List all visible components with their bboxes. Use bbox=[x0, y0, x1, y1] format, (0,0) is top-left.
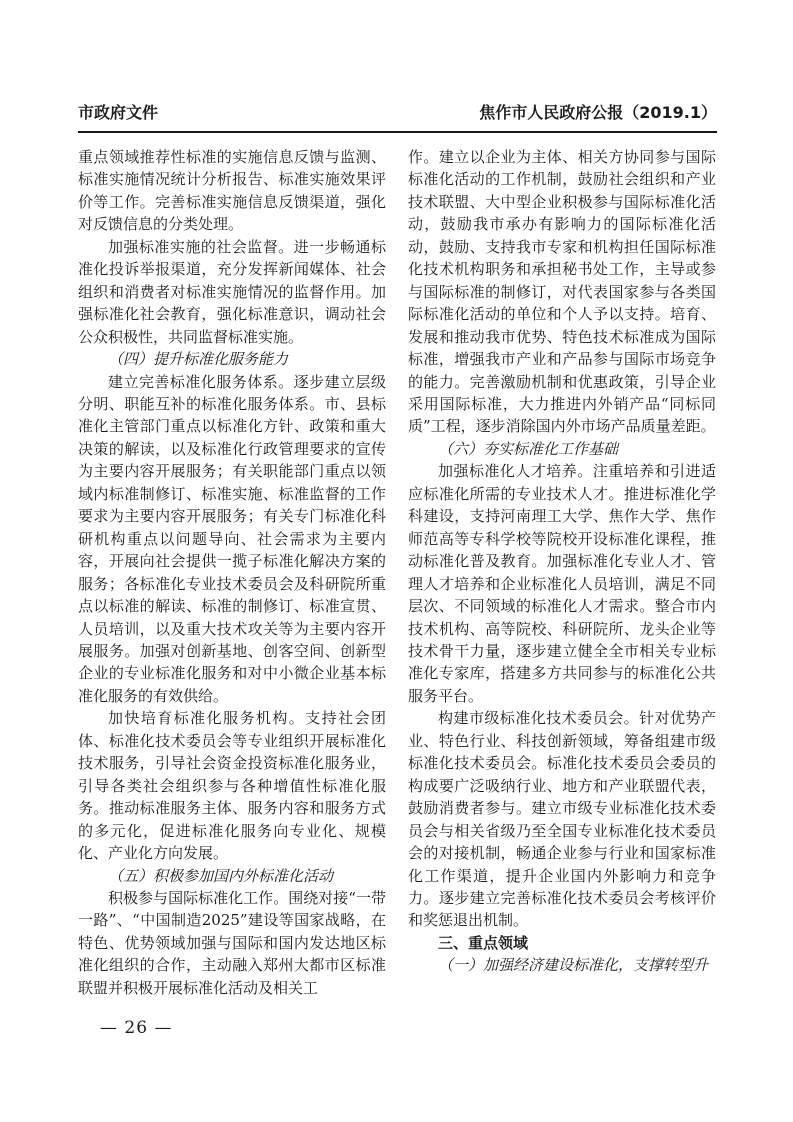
paragraph: 积极参与国际标准化工作。围绕对接“一带一路”、“中国制造2025”建设等国家战略，在特色、优势领域加强与国际和国内发达地区标准化组织的合作，主动融入郑州大都市区标准联盟并积极开展标准化活动及相关工 bbox=[78, 888, 386, 997]
section-heading-1: （一）加强经济建设标准化，支撑转型升 bbox=[438, 956, 709, 975]
page-header bbox=[78, 103, 717, 133]
paragraph-continuation: 作。建立以企业为主体、相关方协同参与国际标准化活动的工作机制，鼓励社会组织和产业技术联盟、大中型企业积极参与国际标准化活动，鼓励我市承办有影响力的国际标准化活动，鼓励、支持我市专家和机构担任国际标准化技术机构职务和承担秘书处工作，主导或参与国际标准的制修订，对代表国家参与各类国际标准化活动的单位和个人予以支持。培育、发展和推动我市优势、特色技术标准成为国际标准，增强我市产业和产品参与国际市场竞争的能力。完善激励机制和优惠政策，引导企业采用国际标准，大力推进内外销产品“同标同质”工程，逐步消除国内外市场产品质量差距。 bbox=[408, 148, 716, 436]
two-column-body bbox=[78, 146, 717, 999]
header-right-title: 焦作市人民政府公报（2019.1） bbox=[479, 103, 717, 122]
paragraph: 构建市级标准化技术委员会。针对优势产业、特色行业、科技创新领域，筹备组建市级标准化技术委员会。标准化技术委员会委员的构成要广泛吸纳行业、地方和产业联盟代表，鼓励消费者参与。建立市级专业标准化技术委员会与相关省级乃至全国专业标准化技术委员会的对接机制，畅通企业参与行业和国家标准化工作渠道，提升企业国内外影响力和竞争力。逐步建立完善标准化技术委员会考核评价和奖惩退出机制。 bbox=[408, 709, 716, 930]
paragraph: 加快培育标准化服务机构。支持社会团体、标准化技术委员会等专业组织开展标准化技术服务，引导社会资金投资标准化服务业，引导各类社会组织参与各种增值性标准化服务。推动标准服务主体、服务内容和服务方式的多元化，促进标准化服务向专业化、规模化、产业化方向发展。 bbox=[78, 709, 386, 863]
section-heading-5: （五）积极参加国内外标准化活动 bbox=[108, 866, 334, 885]
page-number: — 26 — bbox=[100, 1018, 173, 1038]
section-heading-6: （六）夯实标准化工作基础 bbox=[438, 439, 619, 458]
paragraph: 加强标准实施的社会监督。进一步畅通标准化投诉举报渠道，充分发挥新闻媒体、社会组织和消费者对标准实施情况的监督作用。加强标准化社会教育，强化标准意识，调动社会公众积极性，共同监督标准实施。 bbox=[78, 237, 386, 346]
document-page bbox=[78, 103, 717, 999]
chapter-heading-3: 三、重点领域 bbox=[438, 933, 529, 952]
right-column bbox=[408, 146, 716, 999]
section-heading-4: （四）提升标准化服务能力 bbox=[108, 350, 289, 369]
paragraph-continuation: 重点领域推荐性标准的实施信息反馈与监测、标准实施情况统计分析报告、标准实施效果评价等工作。完善标准实施信息反馈渠道，强化对反馈信息的分类处理。 bbox=[78, 148, 386, 234]
left-column bbox=[78, 146, 386, 999]
paragraph: 加强标准化人才培养。注重培养和引进适应标准化所需的专业技术人才。推进标准化学科建设，支持河南理工大学、焦作大学、焦作师范高等专科学校等院校开设标准化课程，推动标准化普及教育。加强标准化专业人才、管理人才培养和企业标准化人员培训，满足不同层次、不同领域的标准化人才需求。整合市内技术机构、高等院校、科研院所、龙头企业等技术骨干力量，逐步建立健全全市相关专业标准化专家库，搭建多方共同参与的标准化公共服务平台。 bbox=[408, 462, 716, 705]
paragraph: 建立完善标准化服务体系。逐步建立层级分明、职能互补的标准化服务体系。市、县标准化主管部门重点以标准化方针、政策和重大决策的解读，以及标准化行政管理要求的宣传为主要内容开展服务；有关职能部门重点以领域内标准制修订、标准实施、标准监督的工作要求为主要内容开展服务；有关专门标准化科研机构重点以问题导向、社会需求为主要内容，开展向社会提供一揽子标准化解决方案的服务；各标准化专业技术委员会及科研院所重点以标准的解读、标准的制修订、标准宣贯、人员培训，以及重大技术攻关等为主要内容开展服务。加强对创新基地、创客空间、创新型企业的专业标准化服务和对中小微企业基本标准化服务的有效供给。 bbox=[78, 372, 386, 705]
header-left-title: 市政府文件 bbox=[78, 103, 159, 122]
